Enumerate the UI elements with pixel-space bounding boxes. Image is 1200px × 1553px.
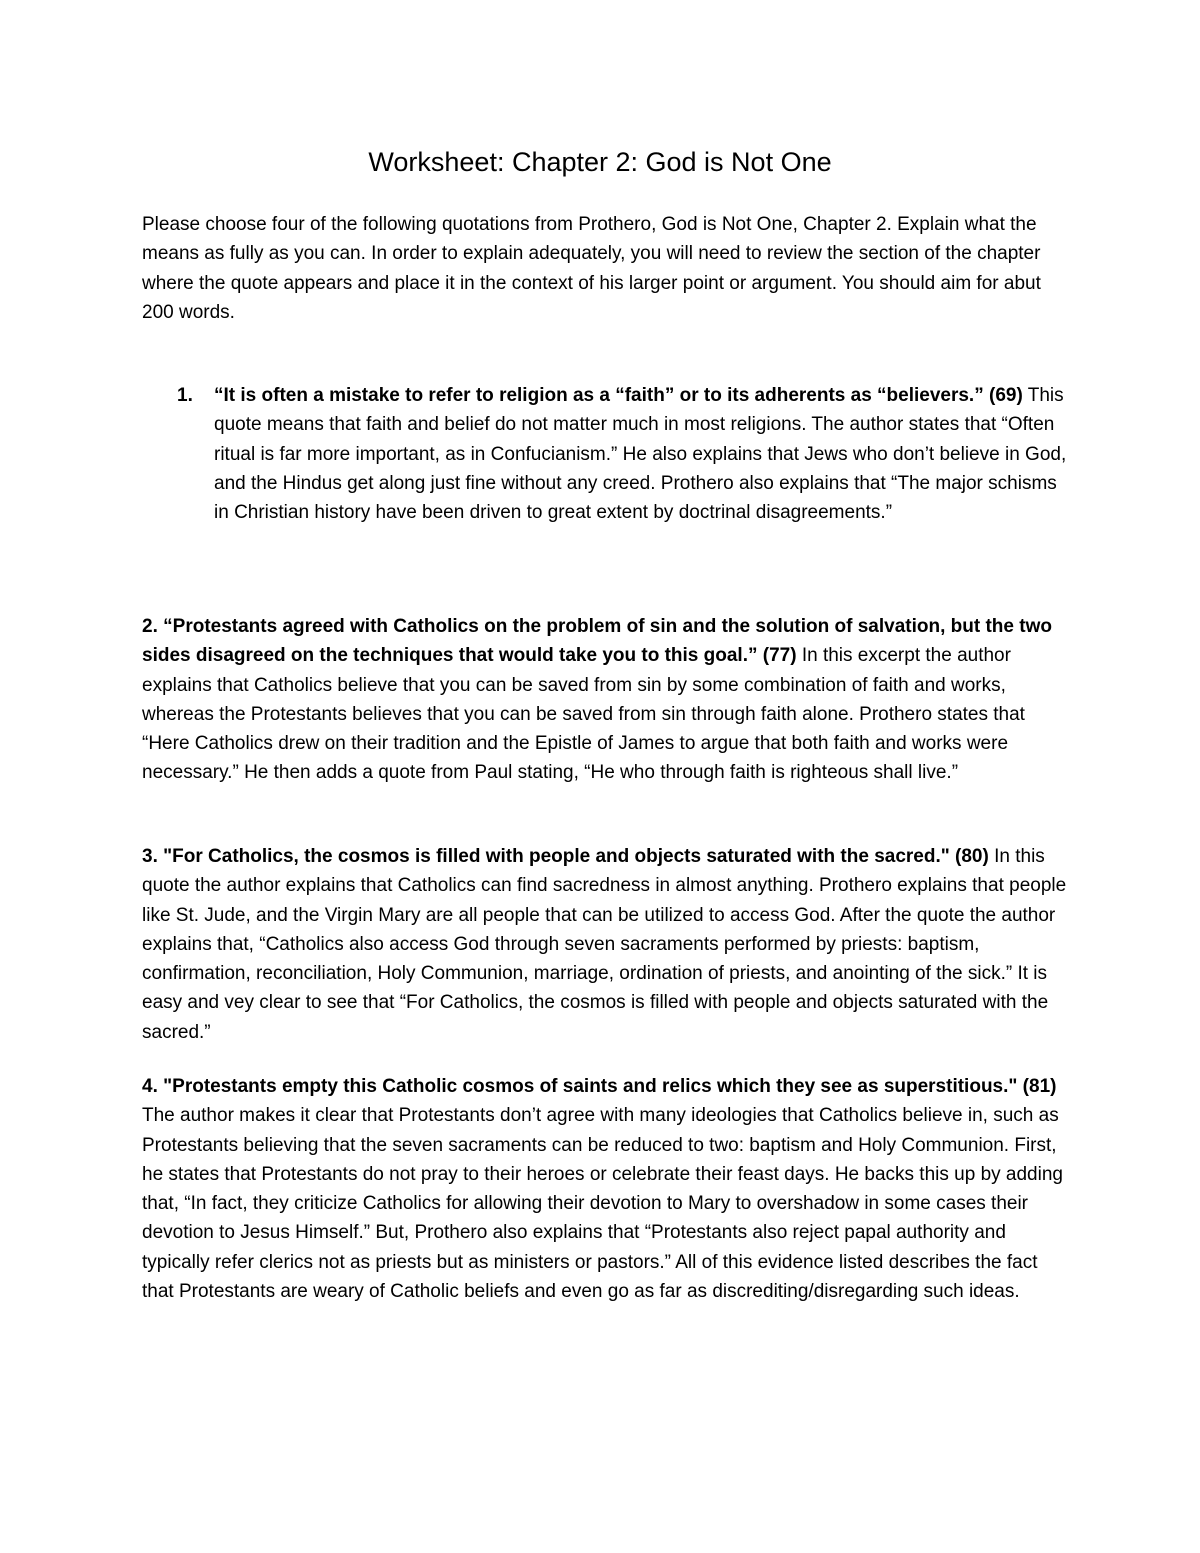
question-3-answer: In this quote the author explains that Catholics can find sacredness in almost anything. Prothero explains that people like St. Jude, and the Virgin Mary are all people that can be utilized to access God. After the quote the author explains that, “Catholics also access God through seven sacraments performed by priests: baptism, confirmation, reconciliation, Holy Communion, marriage, ordination of priests, and anointing of the sick.” It is easy and vey clear to see that “For Catholics, the cosmos is filled with people and objects saturated with the sacred.” [142, 846, 1067, 1043]
page-title: Worksheet: Chapter 2: God is Not One [368, 147, 832, 177]
question-2-answer: In this excerpt the author explains that Catholics believe that you can be saved from sin by some combination of faith and works, whereas the Protestants believes that you can be saved from sin through faith alone. Prothero states that “Here Catholics drew on their tradition and the Epistle of James to argue that both faith and works were necessary.” He then adds a quote from Paul stating, “He who through faith is righteous shall live.” [142, 645, 1025, 784]
question-1-number: 1. [177, 385, 193, 406]
question-1 [142, 381, 1072, 527]
question-1-body [214, 381, 1072, 527]
question-4-number: 4. [142, 1076, 158, 1097]
question-3-number: 3. [142, 846, 158, 867]
question-3 [142, 842, 1072, 1047]
question-2 [142, 612, 1072, 788]
question-1-quote: “It is often a mistake to refer to religion as a “faith” or to its adherents as “believers.” (69) [214, 385, 1023, 406]
instructions-paragraph: Please choose four of the following quotations from Prothero, God is Not One, Chapter 2. Explain what the means as fully as you can. In order to explain adequately, you will need to review the section of the chapter where the quote appears and place it in the context of his larger point or argument. You should aim for abut 200 words. [142, 214, 1041, 323]
question-4 [142, 1072, 1072, 1306]
question-2-quote: “Protestants agreed with Catholics on the problem of sin and the solution of salvation, but the two sides disagreed on the techniques that would take you to this goal.” (77) [142, 616, 1052, 667]
question-3-quote: "For Catholics, the cosmos is filled with people and objects saturated with the sacred." (80) [163, 846, 989, 867]
question-4-quote: "Protestants empty this Catholic cosmos of saints and relics which they see as superstitious." (81) [163, 1076, 1057, 1097]
question-2-number: 2. [142, 616, 158, 637]
question-1-answer: This quote means that faith and belief do not matter much in most religions. The author states that “Often ritual is far more important, as in Confucianism.” He also explains that Jews who don’t believe in God, and the Hindus get along just fine without any creed. Prothero also explains that “The major schisms in Christian history have been driven to great extent by doctrinal disagreements.” [214, 385, 1067, 524]
question-4-answer: The author makes it clear that Protestants don’t agree with many ideologies that Catholics believe in, such as Protestants believing that the seven sacraments can be reduced to two: baptism and Holy Communion. First, he states that Protestants do not pray to their heroes or celebrate their feast days. He backs this up by adding that, “In fact, they criticize Catholics for allowing their devotion to Mary to overshadow in some cases their devotion to Jesus Himself.” But, Prothero also explains that “Protestants also reject papal authority and typically refer clerics not as priests but as ministers or pastors.” All of this evidence listed describes the fact that Protestants are weary of Catholic beliefs and even go as far as discrediting/disregarding such ideas. [142, 1105, 1063, 1303]
